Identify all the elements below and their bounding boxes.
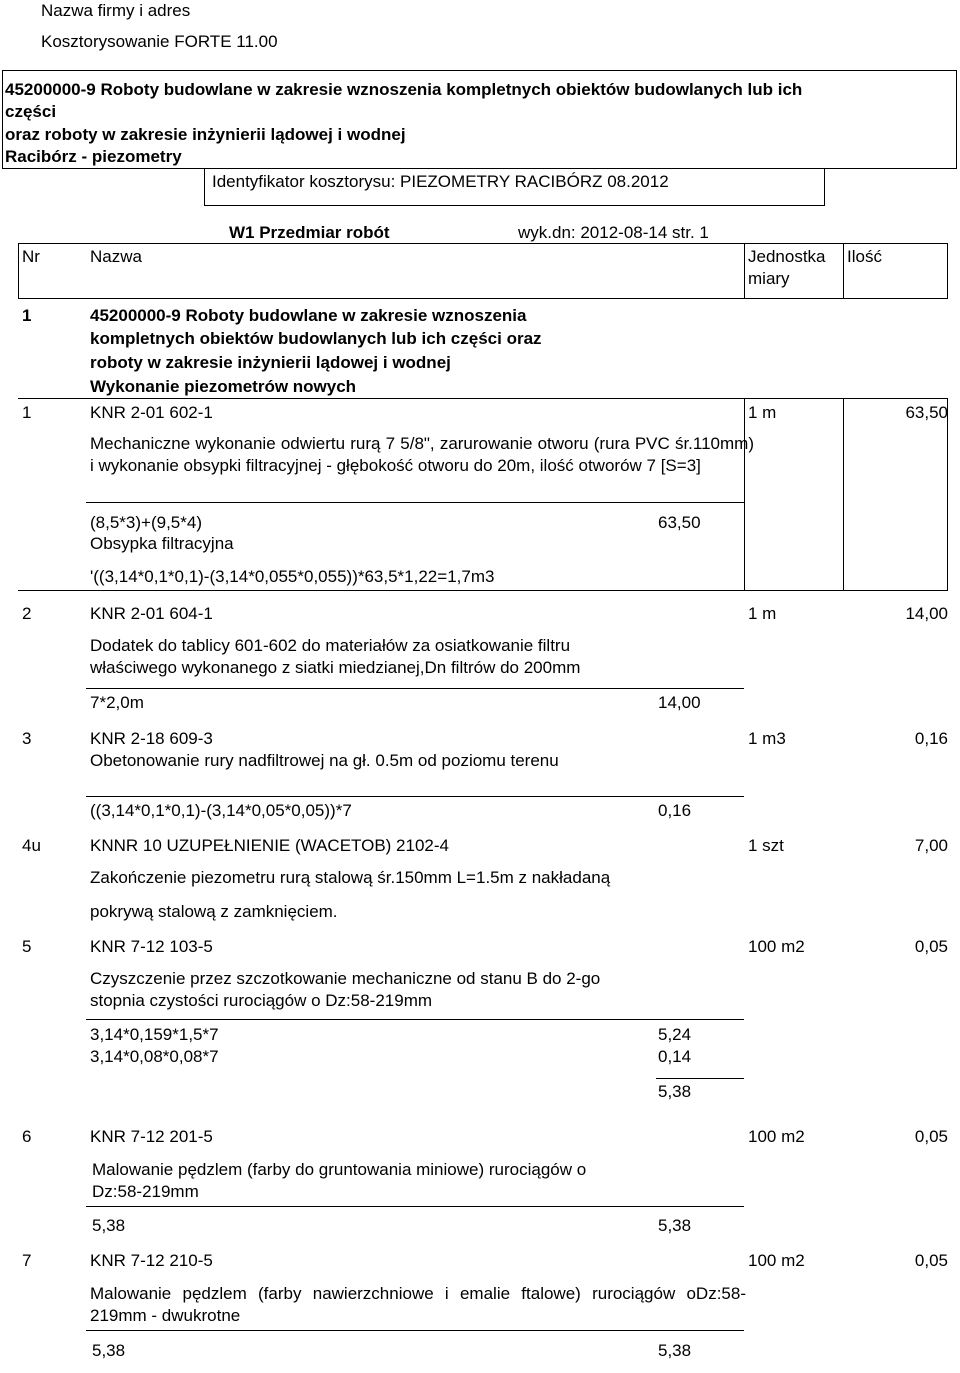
item-6-desc-1: Malowanie pędzlem (farby do gruntowania miniowe) rurociągów o bbox=[92, 1160, 587, 1179]
item-7-unit: 100 m2 bbox=[748, 1251, 805, 1270]
item-5-calc-2: 3,14*0,08*0,08*7 bbox=[90, 1047, 219, 1066]
item-1-calc-2: Obsypka filtracyjna bbox=[90, 534, 234, 553]
item-5-calc-1-value: 5,24 bbox=[658, 1025, 692, 1044]
item-6-nr: 6 bbox=[22, 1127, 32, 1146]
item-5-nr: 5 bbox=[22, 937, 32, 956]
item-1-qty: 63,50 bbox=[905, 403, 948, 422]
item-3-code: KNR 2-18 609-3 bbox=[90, 729, 213, 748]
item-5-qty: 0,05 bbox=[914, 937, 948, 956]
project-line-1: 45200000-9 Roboty budowlane w zakresie wznoszenia kompletnych obiektów budowlanych lub ich bbox=[5, 80, 803, 99]
column-header-ilosc: Ilość bbox=[847, 247, 882, 266]
company-name: Nazwa firmy i adres bbox=[41, 1, 191, 20]
item-4-code: KNNR 10 UZUPEŁNIENIE (WACETOB) 2102-4 bbox=[90, 836, 449, 855]
item-6-code: KNR 7-12 201-5 bbox=[90, 1127, 213, 1146]
item-6-desc-2: Dz:58-219mm bbox=[92, 1182, 199, 1201]
section-nr: 1 bbox=[22, 306, 32, 325]
item-1-nr: 1 bbox=[22, 403, 32, 422]
item-4-desc-2: pokrywą stalową z zamknięciem. bbox=[90, 902, 338, 921]
item-5-calc-1: 3,14*0,159*1,5*7 bbox=[90, 1025, 219, 1044]
project-name: Racibórz - piezometry bbox=[5, 147, 182, 166]
item-6-calc-1-value: 5,38 bbox=[658, 1216, 692, 1235]
item-3-calc-1: ((3,14*0,1*0,1)-(3,14*0,05*0,05))*7 bbox=[90, 801, 352, 820]
section-line-3: roboty w zakresie inżynierii lądowej i wodnej bbox=[90, 353, 451, 372]
section-line-1: 45200000-9 Roboty budowlane w zakresie wznoszenia bbox=[90, 306, 527, 325]
column-header-unit-2: miary bbox=[748, 269, 790, 288]
item-2-qty: 14,00 bbox=[905, 604, 948, 623]
item-4-qty: 7,00 bbox=[914, 836, 948, 855]
estimate-identifier: Identyfikator kosztorysu: PIEZOMETRY RACIBÓRZ 08.2012 bbox=[212, 172, 669, 191]
software-name: Kosztorysowanie FORTE 11.00 bbox=[41, 32, 278, 51]
item-5-calc-2-value: 0,14 bbox=[658, 1047, 692, 1066]
item-1-calc-1-value: 63,50 bbox=[658, 513, 701, 532]
item-2-unit: 1 m bbox=[748, 604, 777, 623]
project-line-2: części bbox=[5, 102, 57, 121]
item-4-desc-1: Zakończenie piezometru rurą stalową śr.150mm L=1.5m z nakładaną bbox=[90, 868, 611, 887]
item-5-sum: 5,38 bbox=[658, 1082, 692, 1101]
item-2-code: KNR 2-01 604-1 bbox=[90, 604, 213, 623]
item-3-qty: 0,16 bbox=[914, 729, 948, 748]
item-3-nr: 3 bbox=[22, 729, 32, 748]
item-2-desc-2: właściwego wykonanego z siatki miedzianej,Dn filtrów do 200mm bbox=[90, 658, 581, 677]
item-7-nr: 7 bbox=[22, 1251, 32, 1270]
item-1-unit: 1 m bbox=[748, 403, 777, 422]
item-5-code: KNR 7-12 103-5 bbox=[90, 937, 213, 956]
item-3-calc-1-value: 0,16 bbox=[658, 801, 692, 820]
item-1-calc-1: (8,5*3)+(9,5*4) bbox=[90, 513, 202, 532]
item-7-code: KNR 7-12 210-5 bbox=[90, 1251, 213, 1270]
item-2-calc-1-value: 14,00 bbox=[658, 693, 701, 712]
column-header-unit: Jednostka bbox=[748, 247, 826, 266]
section-line-2: kompletnych obiektów budowlanych lub ich części oraz bbox=[90, 329, 542, 348]
project-line-3: oraz roboty w zakresie inżynierii lądowej i wodnej bbox=[5, 125, 406, 144]
column-header-nr: Nr bbox=[22, 247, 40, 266]
item-3-desc-1: Obetonowanie rury nadfiltrowej na gł. 0.5m od poziomu terenu bbox=[90, 751, 559, 770]
section-line-4: Wykonanie piezometrów nowych bbox=[90, 377, 357, 396]
item-1-calc-3: '((3,14*0,1*0,1)-(3,14*0,055*0,055))*63,5*1,22=1,7m3 bbox=[90, 567, 495, 586]
item-6-unit: 100 m2 bbox=[748, 1127, 805, 1146]
item-1-description: Mechaniczne wykonanie odwiertu rurą 7 5/8", zarurowanie otworu (rura PVC śr.110mm) i wykonanie obsypki filtracyjnej - głębokość otworu do 20m, ilość otworów 7 [S=3] bbox=[90, 434, 754, 475]
item-7-calc-1-value: 5,38 bbox=[658, 1341, 692, 1360]
item-7-calc-1: 5,38 bbox=[92, 1341, 126, 1360]
item-5-desc-1: Czyszczenie przez szczotkowanie mechaniczne od stanu B do 2-go bbox=[90, 969, 601, 988]
item-4-nr: 4u bbox=[22, 836, 41, 855]
report-meta: wyk.dn: 2012-08-14 str. 1 bbox=[518, 223, 709, 242]
item-3-unit: 1 m3 bbox=[748, 729, 786, 748]
item-6-qty: 0,05 bbox=[914, 1127, 948, 1146]
item-4-unit: 1 szt bbox=[748, 836, 784, 855]
item-5-unit: 100 m2 bbox=[748, 937, 805, 956]
item-5-desc-2: stopnia czystości rurociągów o Dz:58-219mm bbox=[90, 991, 433, 1010]
item-1-code: KNR 2-01 602-1 bbox=[90, 403, 213, 422]
item-2-calc-1: 7*2,0m bbox=[90, 693, 144, 712]
item-2-desc-1: Dodatek do tablicy 601-602 do materiałów za osiatkowanie filtru bbox=[90, 636, 571, 655]
item-7-qty: 0,05 bbox=[914, 1251, 948, 1270]
column-header-nazwa: Nazwa bbox=[90, 247, 142, 266]
item-6-calc-1: 5,38 bbox=[92, 1216, 126, 1235]
item-2-nr: 2 bbox=[22, 604, 32, 623]
report-title: W1 Przedmiar robót bbox=[229, 223, 390, 242]
item-7-description: Malowanie pędzlem (farby nawierzchniowe i emalie ftalowe) rurociągów oDz:58-219mm - dwukrotne bbox=[90, 1284, 746, 1325]
